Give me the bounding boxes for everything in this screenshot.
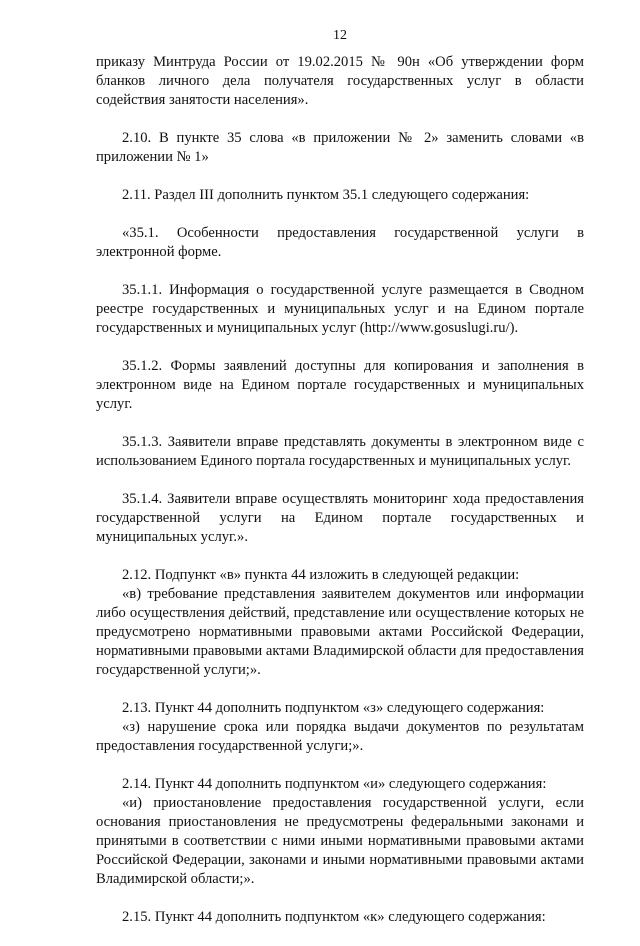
paragraph-35-1-1: 35.1.1. Информация о государственной услуге размещается в Сводном реестре государственных и муниципальных услуг и на Едином портале государственных и муниципальных услуг (http://www.gosuslugi.ru/). [96, 282, 584, 336]
paragraph-continuation: приказу Минтруда России от 19.02.2015 № 90н «Об утверждении форм бланков личного дела получателя государственных услуг в области содействия занятости населения». [96, 54, 584, 108]
paragraph-35-1: «35.1. Особенности предоставления государственной услуги в электронной форме. [96, 225, 584, 260]
paragraph-35-1-3: 35.1.3. Заявители вправе представлять документы в электронном виде с использованием Единого портала государственных и муниципальных услуг. [96, 434, 584, 469]
paragraph-2-15: 2.15. Пункт 44 дополнить подпунктом «к» следующего содержания: [122, 909, 546, 925]
paragraph-2-13-body: «з) нарушение срока или порядка выдачи документов по результатам предоставления государственной услуги;». [96, 719, 584, 754]
paragraph-2-10: 2.10. В пункте 35 слова «в приложении № 2» заменить словами «в приложении № 1» [96, 130, 584, 165]
paragraph-2-12-heading: 2.12. Подпункт «в» пункта 44 изложить в следующей редакции: [122, 567, 520, 583]
paragraph-35-1-2: 35.1.2. Формы заявлений доступны для копирования и заполнения в электронном виде на Едином портале государственных и муниципальных услуг. [96, 358, 584, 412]
paragraph-2-14-heading: 2.14. Пункт 44 дополнить подпунктом «и» следующего содержания: [122, 776, 547, 792]
paragraph-2-11: 2.11. Раздел III дополнить пунктом 35.1 следующего содержания: [122, 187, 530, 203]
paragraph-2-12-body: «в) требование представления заявителем документов или информации либо осуществления действий, представление или осуществление которых не предусмотрено нормативными правовыми актами Российской Федерации, нормативными правовыми актами Владимирской области для предоставления государственной услуги;». [96, 586, 584, 678]
paragraph-2-13-heading: 2.13. Пункт 44 дополнить подпунктом «з» следующего содержания: [122, 700, 545, 716]
paragraph-2-14-body: «и) приостановление предоставления государственной услуги, если основания приостановления не предусмотрены федеральными законами и принятыми в соответствии с ними иными нормативными правовыми актами Российской Федерации, законами и иными нормативными правовыми актами Владимирской области;». [96, 795, 584, 887]
paragraph-35-1-4: 35.1.4. Заявители вправе осуществлять мониторинг хода предоставления государственной услуги на Едином портале государственных и муниципальных услуг.». [96, 491, 584, 545]
page-number: 12 [333, 28, 347, 43]
document-page [96, 28, 584, 946]
